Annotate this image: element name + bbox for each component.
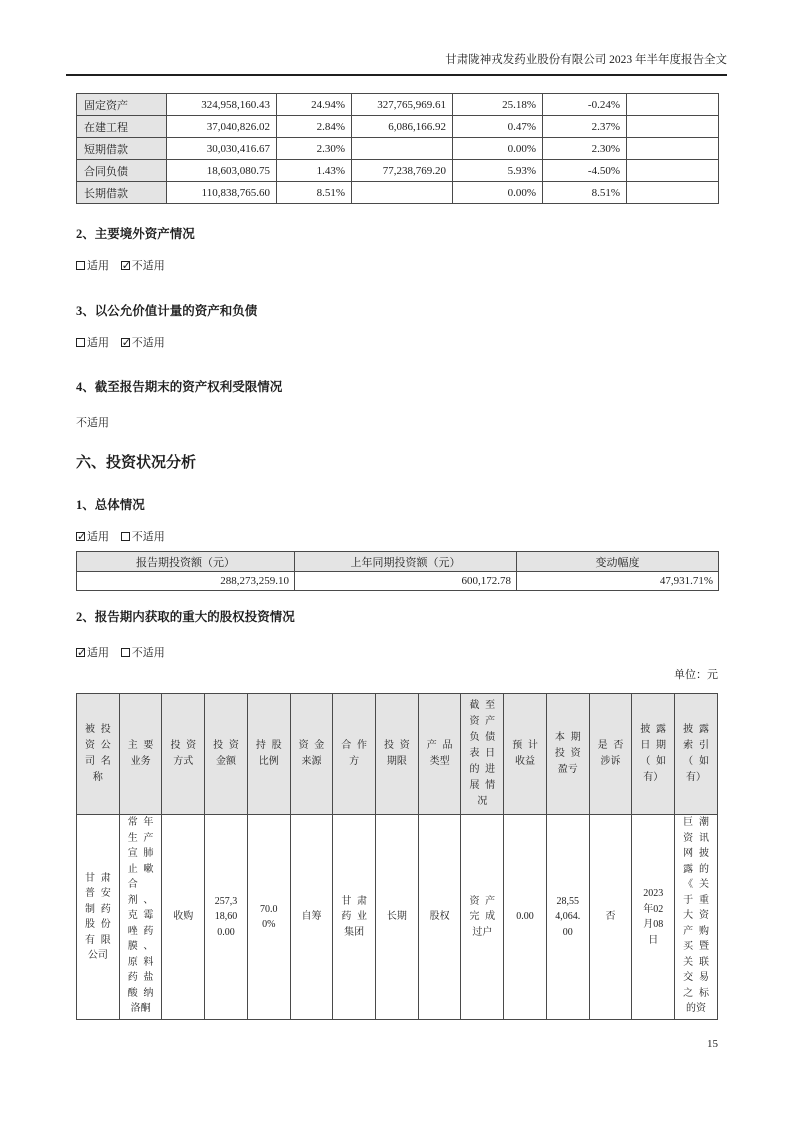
applicability-row	[76, 646, 718, 661]
col-header-shareholding: 持股比例	[247, 694, 290, 815]
pct-cell: 1.43%	[277, 160, 352, 182]
table-row	[77, 138, 719, 160]
pct-cell: 0.00%	[453, 182, 543, 204]
table-header-row	[77, 694, 718, 815]
amount-cell	[352, 138, 453, 160]
amount-cell: 327,765,969.61	[352, 94, 453, 116]
applicable-label: 适用	[87, 531, 109, 543]
prior-investment-value: 600,172.78	[295, 572, 517, 591]
main-business-cell: 常年生产宣肺止嗽合剂、克霉唑药膜、原料药盐酸纳洛酮	[119, 815, 162, 1020]
product-type-cell: 股权	[418, 815, 461, 1020]
current-investment-value: 288,273,259.10	[77, 572, 295, 591]
change-cell: 2.30%	[543, 138, 627, 160]
fund-source-cell: 自筹	[290, 815, 333, 1020]
checkbox-unchecked-icon	[121, 648, 130, 657]
not-applicable-option	[121, 647, 165, 659]
table-row	[77, 182, 719, 204]
investee-cell: 甘肃普安制药股份有限公司	[77, 815, 120, 1020]
pct-cell: 5.93%	[453, 160, 543, 182]
applicability-row	[76, 336, 718, 351]
section-title-restricted-rights: 4、截至报告期末的资产权利受限情况	[76, 380, 283, 394]
page-content	[76, 93, 718, 1051]
checkbox-checked-icon	[76, 532, 85, 541]
amount-cell	[352, 182, 453, 204]
note-cell	[627, 94, 719, 116]
checkbox-unchecked-icon	[76, 261, 85, 270]
change-cell: 8.51%	[543, 182, 627, 204]
applicability-row	[76, 530, 718, 545]
col-header-product-type: 产品类型	[418, 694, 461, 815]
col-header-disclosure-date: 披露日期（如有）	[632, 694, 675, 815]
section-title-overall: 1、总体情况	[76, 498, 145, 512]
not-applicable-label: 不适用	[131, 337, 165, 349]
section-title-investment-analysis: 六、投资状况分析	[76, 455, 197, 471]
report-title: 甘肃陇神戎发药业股份有限公司 2023 年半年度报告全文	[445, 54, 727, 66]
table-row	[77, 116, 719, 138]
not-applicable-label: 不适用	[131, 260, 165, 272]
note-cell	[627, 160, 719, 182]
amount-cell: 110,838,765.60	[167, 182, 277, 204]
change-cell: 2.37%	[543, 116, 627, 138]
checkbox-checked-icon	[121, 261, 130, 270]
overall-investment-table	[76, 551, 719, 591]
col-header-disclosure-index: 披露索引（如有）	[675, 694, 718, 815]
checkbox-checked-icon	[76, 648, 85, 657]
col-header-current-investment: 报告期投资额（元）	[77, 552, 295, 572]
applicable-label: 适用	[87, 337, 109, 349]
applicable-option	[76, 337, 109, 349]
col-header-term: 投资期限	[376, 694, 419, 815]
amount-cell: 37,040,826.02	[167, 116, 277, 138]
equity-investment-table	[76, 693, 718, 1020]
col-header-method: 投资方式	[162, 694, 205, 815]
not-applicable-option	[121, 260, 165, 272]
not-applicable-option	[121, 531, 165, 543]
amount-cell: 18,603,080.75	[167, 160, 277, 182]
applicable-option	[76, 260, 109, 272]
shareholding-cell: 70.00%	[247, 815, 290, 1020]
pct-cell: 2.84%	[277, 116, 352, 138]
term-cell: 长期	[376, 815, 419, 1020]
table-header-row	[77, 552, 719, 572]
pct-cell: 24.94%	[277, 94, 352, 116]
pct-cell: 8.51%	[277, 182, 352, 204]
table-row	[77, 160, 719, 182]
checkbox-unchecked-icon	[76, 338, 85, 347]
col-header-progress: 截至资产负债表日的进展情况	[461, 694, 504, 815]
not-applicable-option	[121, 337, 165, 349]
amount-cell: 30,030,416.67	[167, 138, 277, 160]
page-header	[66, 0, 727, 76]
note-cell	[627, 182, 719, 204]
progress-cell: 资产完成过户	[461, 815, 504, 1020]
not-applicable-text: 不适用	[76, 417, 109, 429]
col-header-main-business: 主要业务	[119, 694, 162, 815]
pct-cell: 25.18%	[453, 94, 543, 116]
expected-return-cell: 0.00	[504, 815, 547, 1020]
disclosure-date-cell: 2023年02月08日	[632, 815, 675, 1020]
change-cell: -0.24%	[543, 94, 627, 116]
col-header-investee: 被投资公司名称	[77, 694, 120, 815]
not-applicable-label: 不适用	[131, 531, 165, 543]
page-number: 15	[707, 1038, 718, 1050]
section-title-equity-investment: 2、报告期内获取的重大的股权投资情况	[76, 610, 295, 624]
litigation-cell: 否	[589, 815, 632, 1020]
col-header-prior-investment: 上年同期投资额（元）	[295, 552, 517, 572]
section-title-overseas-assets: 2、主要境外资产情况	[76, 227, 195, 241]
current-pnl-cell: 28,554,064.00	[546, 815, 589, 1020]
col-header-fund-source: 资金来源	[290, 694, 333, 815]
unit-label: 单位：元	[674, 669, 718, 681]
asset-name-cell: 合同负债	[77, 160, 167, 182]
table-row	[77, 572, 719, 591]
amount-cell: 257,318,600.00	[205, 815, 248, 1020]
applicable-option	[76, 647, 109, 659]
asset-name-cell: 固定资产	[77, 94, 167, 116]
pct-cell: 0.47%	[453, 116, 543, 138]
note-cell	[627, 138, 719, 160]
method-cell: 收购	[162, 815, 205, 1020]
disclosure-index-cell: 巨潮资讯网披露的《关于重大资产购买暨关联交易之标的资	[675, 815, 718, 1020]
checkbox-unchecked-icon	[121, 532, 130, 541]
applicable-label: 适用	[87, 260, 109, 272]
not-applicable-label: 不适用	[131, 647, 165, 659]
col-header-amount: 投资金额	[205, 694, 248, 815]
applicable-option	[76, 531, 109, 543]
section-title-fair-value: 3、以公允价值计量的资产和负债	[76, 304, 258, 318]
note-cell	[627, 116, 719, 138]
col-header-current-pnl: 本期投资盈亏	[546, 694, 589, 815]
pct-cell: 2.30%	[277, 138, 352, 160]
amount-cell: 6,086,166.92	[352, 116, 453, 138]
col-header-litigation: 是否涉诉	[589, 694, 632, 815]
asset-name-cell: 长期借款	[77, 182, 167, 204]
asset-comparison-table	[76, 93, 719, 204]
applicable-label: 适用	[87, 647, 109, 659]
col-header-change: 变动幅度	[517, 552, 719, 572]
partner-cell: 甘肃药业集团	[333, 815, 376, 1020]
col-header-partner: 合作方	[333, 694, 376, 815]
col-header-expected-return: 预计收益	[504, 694, 547, 815]
pct-cell: 0.00%	[453, 138, 543, 160]
amount-cell: 77,238,769.20	[352, 160, 453, 182]
table-row	[77, 94, 719, 116]
asset-name-cell: 在建工程	[77, 116, 167, 138]
checkbox-checked-icon	[121, 338, 130, 347]
applicability-row	[76, 259, 718, 274]
table-row	[77, 815, 718, 1020]
amount-cell: 324,958,160.43	[167, 94, 277, 116]
asset-name-cell: 短期借款	[77, 138, 167, 160]
change-cell: -4.50%	[543, 160, 627, 182]
change-value: 47,931.71%	[517, 572, 719, 591]
